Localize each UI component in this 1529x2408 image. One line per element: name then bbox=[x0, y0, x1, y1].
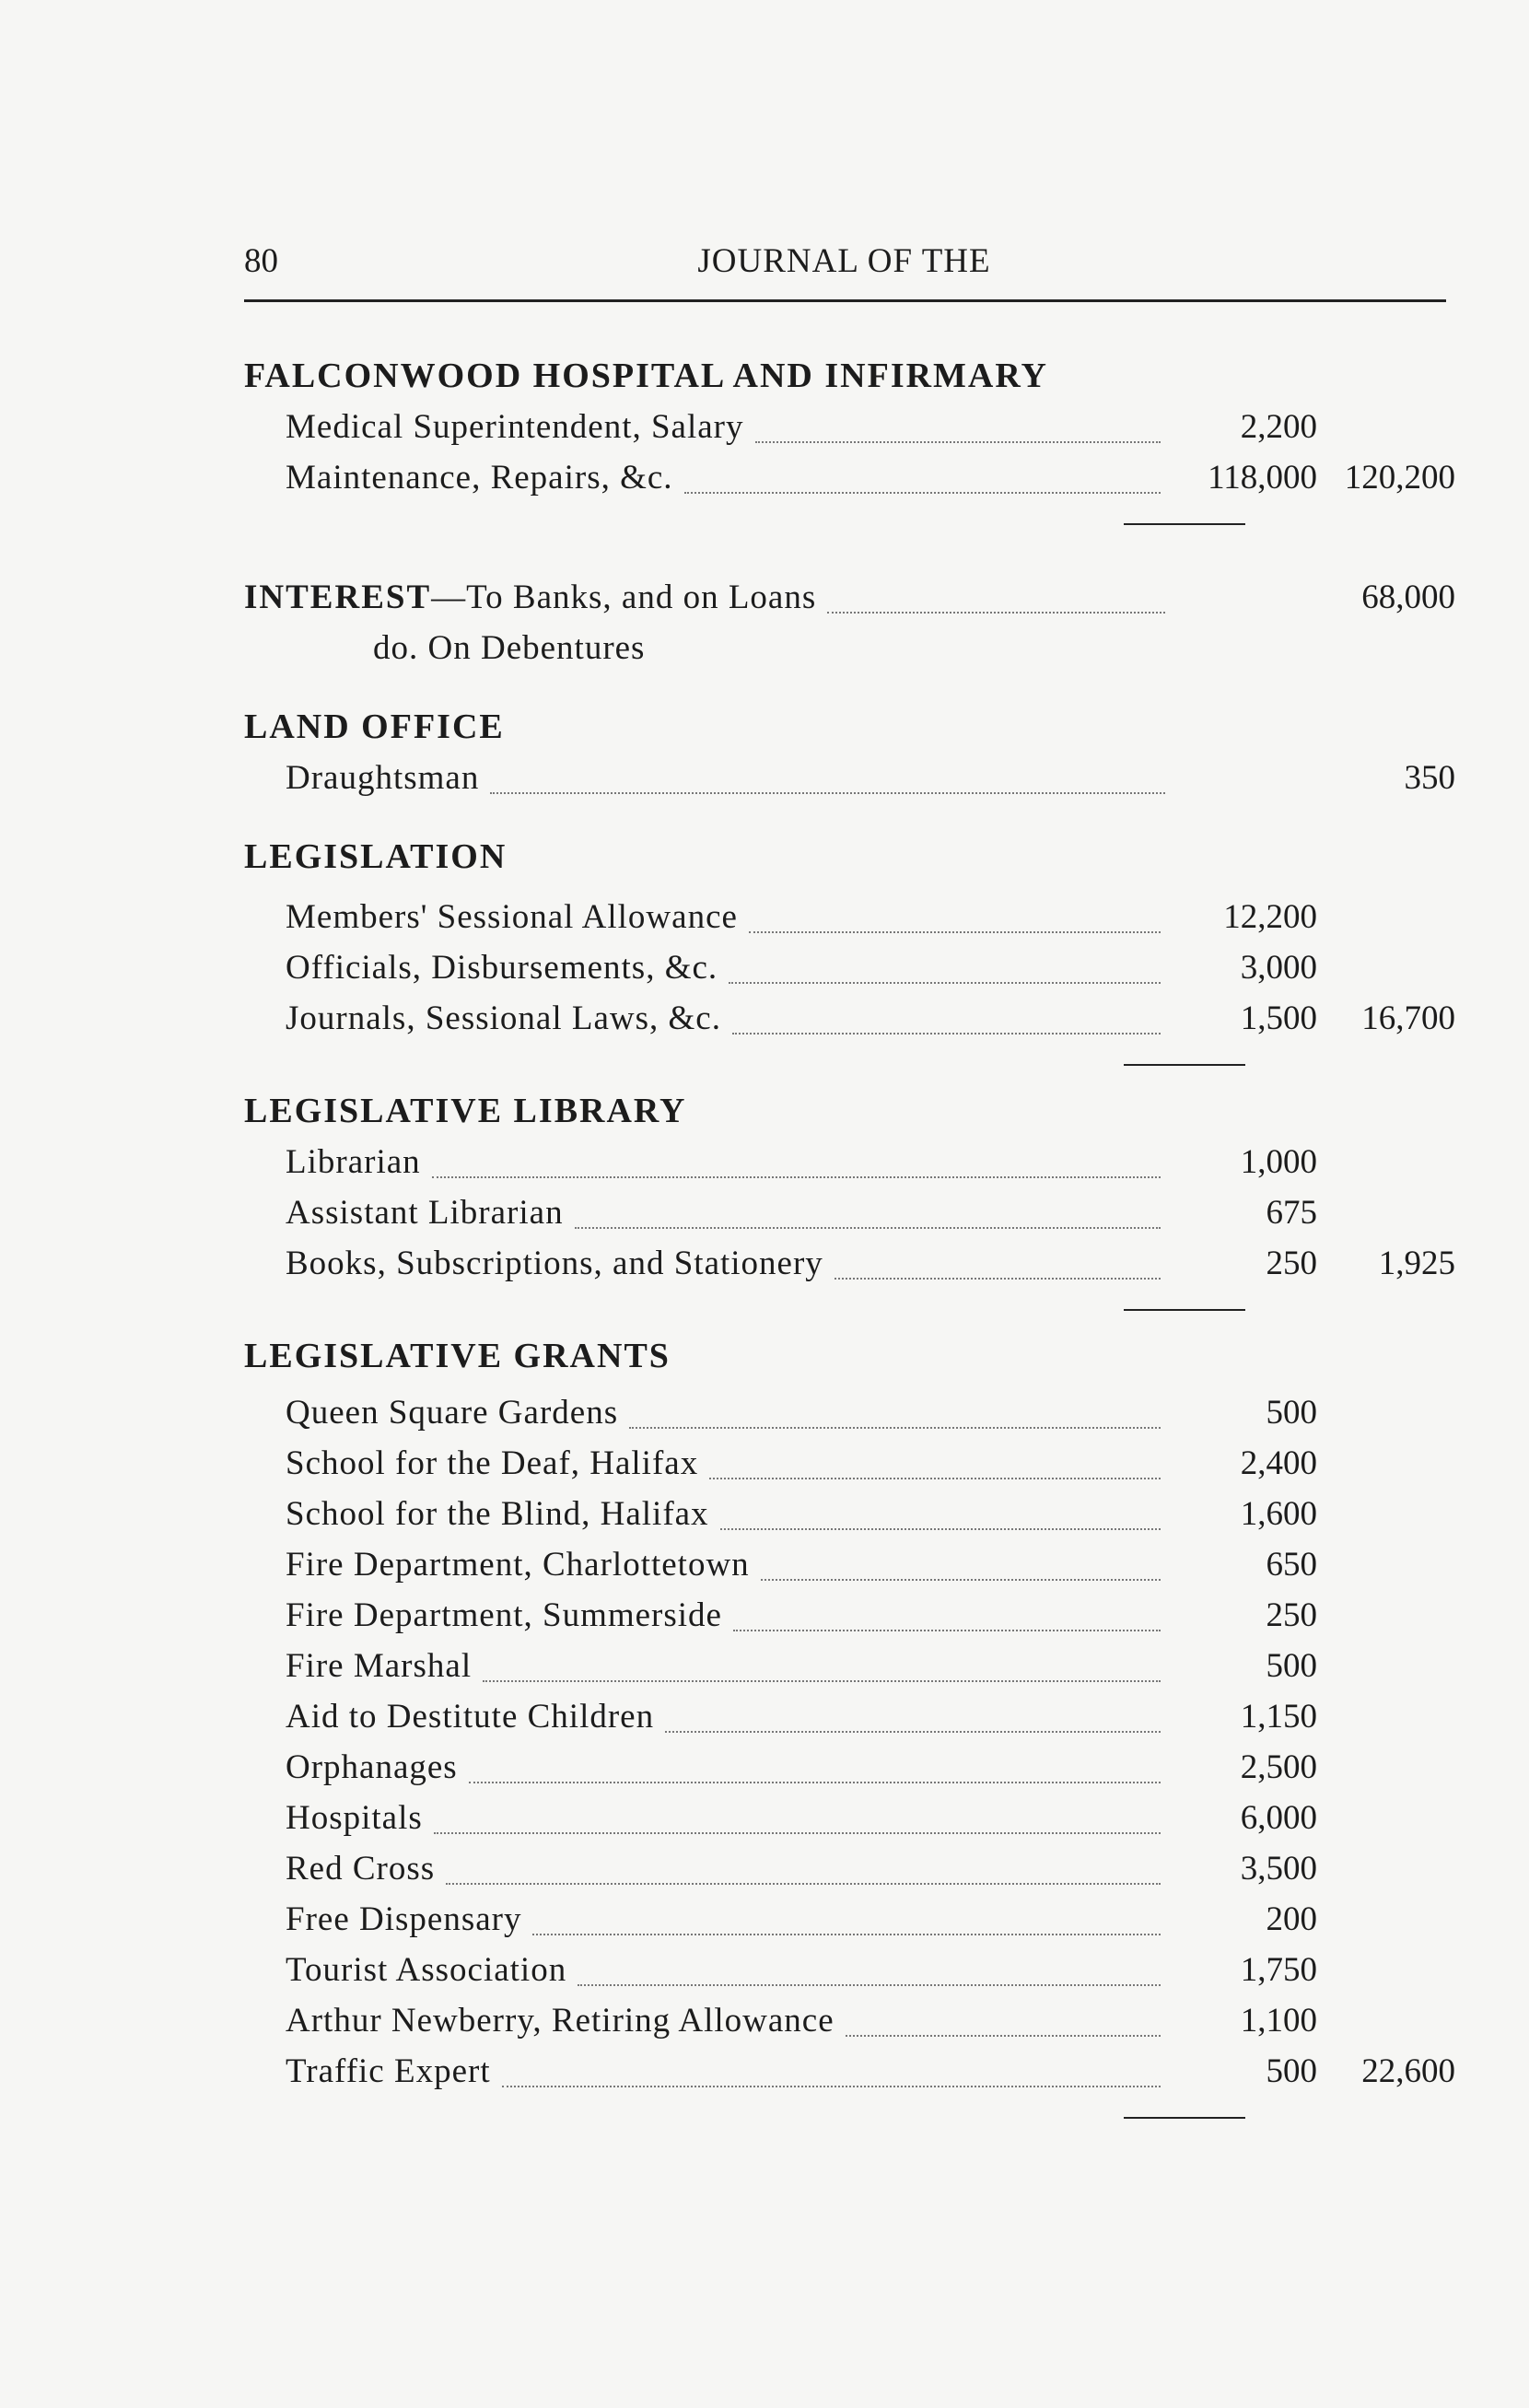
dot-leader bbox=[684, 492, 1161, 494]
list-item bbox=[244, 753, 1460, 803]
list-item bbox=[244, 1641, 1460, 1691]
section-heading: LAND OFFICE bbox=[244, 707, 505, 746]
list-item bbox=[244, 623, 1460, 673]
dot-leader bbox=[578, 1984, 1161, 1986]
item-amount: 3,500 bbox=[1240, 1850, 1317, 1888]
item-label: Orphanages bbox=[286, 1748, 458, 1786]
item-amount: 250 bbox=[1266, 1596, 1317, 1634]
page-number: 80 bbox=[244, 242, 278, 280]
item-amount: 2,200 bbox=[1240, 408, 1317, 446]
section-total: 16,700 bbox=[1361, 999, 1455, 1037]
item-amount: 500 bbox=[1266, 1647, 1317, 1685]
item-amount: 1,600 bbox=[1240, 1495, 1317, 1533]
item-amount: 650 bbox=[1266, 1546, 1317, 1584]
dot-leader bbox=[502, 2086, 1161, 2087]
list-item bbox=[244, 1843, 1460, 1894]
running-title: JOURNAL OF THE bbox=[697, 242, 991, 280]
list-item bbox=[244, 1438, 1460, 1489]
subtotal-rule bbox=[244, 2097, 1460, 2138]
list-item bbox=[244, 1691, 1460, 1742]
list-item bbox=[244, 2046, 1460, 2097]
list-item bbox=[244, 1793, 1460, 1843]
subtotal-rule bbox=[244, 503, 1460, 544]
section-heading: FALCONWOOD HOSPITAL AND INFIRMARY bbox=[244, 357, 1048, 395]
item-label: Members' Sessional Allowance bbox=[286, 898, 738, 936]
dot-leader bbox=[732, 1033, 1161, 1035]
item-label: Free Dispensary bbox=[286, 1900, 522, 1938]
list-item bbox=[244, 892, 1460, 942]
list-item bbox=[244, 1945, 1460, 1995]
list-item bbox=[244, 1187, 1460, 1238]
list-item bbox=[244, 1995, 1460, 2046]
section-legislative-library bbox=[244, 1085, 1460, 1330]
dot-leader bbox=[434, 1832, 1161, 1834]
list-item bbox=[244, 1539, 1460, 1590]
section-heading: LEGISLATION bbox=[244, 837, 508, 876]
dot-leader bbox=[665, 1731, 1161, 1733]
section-heading: LEGISLATIVE GRANTS bbox=[244, 1337, 671, 1375]
dot-leader bbox=[446, 1883, 1161, 1885]
dot-leader bbox=[749, 931, 1161, 933]
item-amount: 1,150 bbox=[1240, 1698, 1317, 1736]
item-amount: 2,500 bbox=[1240, 1748, 1317, 1786]
item-label: Traffic Expert bbox=[286, 2052, 491, 2090]
item-label: Tourist Association bbox=[286, 1951, 567, 1989]
item-amount: 3,000 bbox=[1240, 949, 1317, 987]
item-label: Librarian bbox=[286, 1143, 421, 1181]
dot-leader bbox=[575, 1227, 1161, 1229]
dot-leader bbox=[846, 2035, 1161, 2037]
list-item bbox=[244, 572, 1460, 623]
item-label: Fire Department, Charlottetown bbox=[286, 1546, 750, 1584]
item-amount: 12,200 bbox=[1223, 898, 1317, 936]
item-amount: 1,000 bbox=[1240, 1143, 1317, 1181]
item-label: —To Banks, and on Loans bbox=[431, 579, 817, 616]
section-total: 120,200 bbox=[1344, 459, 1455, 497]
item-amount: 118,000 bbox=[1208, 459, 1317, 497]
section-total: 22,600 bbox=[1361, 2052, 1455, 2090]
dot-leader bbox=[709, 1478, 1161, 1479]
dot-leader bbox=[835, 1278, 1161, 1280]
item-label: Hospitals bbox=[286, 1799, 423, 1837]
dot-leader bbox=[729, 982, 1161, 984]
item-amount: 200 bbox=[1266, 1900, 1317, 1938]
list-item bbox=[244, 1742, 1460, 1793]
section-legislation bbox=[244, 831, 1460, 1085]
item-label: School for the Blind, Halifax bbox=[286, 1495, 709, 1533]
dot-leader bbox=[733, 1630, 1161, 1631]
item-amount: 250 bbox=[1266, 1245, 1317, 1282]
dot-leader bbox=[490, 792, 1165, 794]
list-item bbox=[244, 1137, 1460, 1187]
list-item bbox=[244, 402, 1460, 452]
item-label: do. On Debentures bbox=[373, 629, 646, 667]
item-label: Queen Square Gardens bbox=[286, 1394, 619, 1432]
item-amount: 1,100 bbox=[1240, 2002, 1317, 2040]
dot-leader bbox=[469, 1782, 1161, 1783]
subtotal-rule bbox=[244, 1044, 1460, 1085]
item-label: School for the Deaf, Halifax bbox=[286, 1444, 699, 1482]
item-amount: 500 bbox=[1266, 2052, 1317, 2090]
item-amount: 500 bbox=[1266, 1394, 1317, 1432]
dot-leader bbox=[827, 612, 1165, 614]
dot-leader bbox=[432, 1176, 1161, 1178]
item-amount: 6,000 bbox=[1240, 1799, 1317, 1837]
page-header bbox=[244, 241, 1444, 297]
list-item bbox=[244, 1387, 1460, 1438]
item-amount: 2,400 bbox=[1240, 1444, 1317, 1482]
section-falconwood bbox=[244, 350, 1460, 544]
item-label: Aid to Destitute Children bbox=[286, 1698, 655, 1736]
dot-leader bbox=[483, 1680, 1161, 1682]
dot-leader bbox=[629, 1427, 1161, 1429]
list-item bbox=[244, 452, 1460, 503]
list-item bbox=[244, 993, 1460, 1044]
item-label: Books, Subscriptions, and Stationery bbox=[286, 1245, 823, 1282]
section-interest bbox=[244, 572, 1460, 673]
section-heading: LEGISLATIVE LIBRARY bbox=[244, 1092, 687, 1130]
item-amount: 1,750 bbox=[1240, 1951, 1317, 1989]
appropriations-list bbox=[244, 350, 1460, 2138]
section-land-office bbox=[244, 701, 1460, 803]
item-label: Maintenance, Repairs, &c. bbox=[286, 459, 673, 497]
section-total: 1,925 bbox=[1378, 1245, 1455, 1282]
item-label: Medical Superintendent, Salary bbox=[286, 408, 744, 446]
list-item bbox=[244, 1238, 1460, 1289]
item-label: Draughtsman bbox=[286, 759, 480, 797]
dot-leader bbox=[532, 1934, 1161, 1935]
item-amount: 675 bbox=[1266, 1194, 1317, 1232]
item-label: Journals, Sessional Laws, &c. bbox=[286, 999, 721, 1037]
section-total: 68,000 bbox=[1361, 579, 1455, 616]
item-label: Fire Department, Summerside bbox=[286, 1596, 722, 1634]
dot-leader bbox=[720, 1528, 1161, 1530]
section-heading: INTEREST bbox=[244, 579, 432, 616]
item-label: Red Cross bbox=[286, 1850, 436, 1888]
item-label: Arthur Newberry, Retiring Allowance bbox=[286, 2002, 835, 2040]
list-item bbox=[244, 1590, 1460, 1641]
item-amount: 1,500 bbox=[1240, 999, 1317, 1037]
list-item bbox=[244, 1489, 1460, 1539]
dot-leader bbox=[761, 1579, 1161, 1581]
section-total: 350 bbox=[1404, 759, 1455, 797]
subtotal-rule bbox=[244, 1289, 1460, 1330]
item-label: Fire Marshal bbox=[286, 1647, 473, 1685]
section-legislative-grants bbox=[244, 1330, 1460, 2138]
item-label: Assistant Librarian bbox=[286, 1194, 564, 1232]
item-label: Officials, Disbursements, &c. bbox=[286, 949, 718, 987]
list-item bbox=[244, 942, 1460, 993]
header-rule bbox=[244, 299, 1446, 302]
dot-leader bbox=[755, 441, 1161, 443]
list-item bbox=[244, 1894, 1460, 1945]
